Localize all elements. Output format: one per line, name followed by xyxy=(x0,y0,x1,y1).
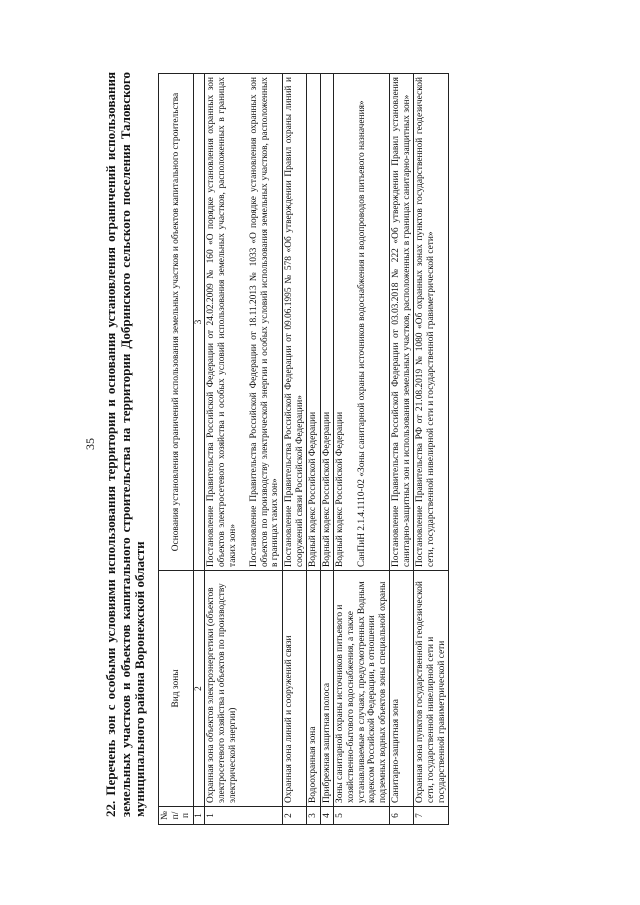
basis-cell xyxy=(282,74,306,571)
page-number: 35 xyxy=(83,438,97,450)
zone-type: Водоохранная зона xyxy=(307,571,321,807)
basis-cell xyxy=(307,74,321,571)
basis-cell xyxy=(320,74,334,571)
table-row xyxy=(390,74,414,825)
zone-type: Санитарно-защитная зона xyxy=(390,571,414,807)
zone-type: Охранная зона линий и сооружений связи xyxy=(282,571,306,807)
column-index: 3 xyxy=(193,74,205,571)
zone-type: Охранная зона пунктов государственной геодезической сети, государственной нивелирной сети и государственной гравиметрической сети xyxy=(414,571,449,807)
row-number: 2 xyxy=(282,807,306,825)
basis-document: СанПиН 2.1.4.1110-02 «Зоны санитарной охраны источников водоснабжения и водопроводов питьевого назначения» xyxy=(356,100,367,567)
basis-cell xyxy=(205,74,283,571)
zone-type: Охранная зона объектов электроэнергетики (объектов электросетевого хозяйства и объектов по производству электрической энергии) xyxy=(205,571,283,807)
header-zone: Вид зоны xyxy=(159,571,194,807)
table-row xyxy=(307,74,321,825)
basis-document: Постановление Правительства Российской Федерации от 24.02.2009 № 160 «О порядке установления охранных зон объектов электросетевого хозяйства и особых условий использования земельных участков, расположенных в границах таких зон» xyxy=(206,77,238,567)
table-row xyxy=(414,74,449,825)
basis-document: Постановление Правительства Российской Федерации от 09.06.1995 № 578 «Об утверждении Правил охраны линий и сооружений связи Российской Федерации» xyxy=(283,77,305,567)
basis-document: Постановление Правительства Российской Федерации от 18.11.2013 № 1033 «О порядке установления охранных зон объектов по производству электрической энергии и особых условий использования земельных участков, расположенных в границах таких зон» xyxy=(249,77,281,567)
header-basis: Основания установления ограничений использования земельных участков и объектов капитального строительства xyxy=(159,74,194,571)
row-number: 6 xyxy=(390,807,414,825)
basis-cell xyxy=(390,74,414,571)
table-row xyxy=(282,74,306,825)
table-row xyxy=(334,74,390,825)
basis-document: Водный кодекс Российской Федерации xyxy=(308,411,319,567)
column-index-row xyxy=(193,74,205,825)
column-index: 1 xyxy=(193,807,205,825)
basis-document: Постановление Правительства РФ от 21.08.2019 № 1080 «Об охранных зонах пунктов государственной геодезической сети, государственной нивелирной сети и государственной гравиметрической сети» xyxy=(415,77,437,567)
column-index: 2 xyxy=(193,571,205,807)
basis-cell xyxy=(334,74,390,571)
table-row xyxy=(205,74,283,825)
basis-document: Водный кодекс Российской Федерации xyxy=(335,411,346,567)
row-number: 7 xyxy=(414,807,449,825)
table-row xyxy=(320,74,334,825)
basis-document: Постановление Правительства Российской Федерации от 03.03.2018 № 222 «Об утверждении Правил установления санитарно-защитных зон и использования земельных участков, расположенных в границах санитарно-защитных зон» xyxy=(391,77,412,567)
table-header-row xyxy=(159,74,194,825)
section-heading: 22. Перечень зон с особыми условиями использования территории и основания установления ограничений использования земельных участков и объектов капитального строительства на территории Добринского сельского поселения Таловского муниципального района Воронежской области xyxy=(103,72,147,817)
basis-cell xyxy=(414,74,449,571)
rotated-content xyxy=(0,15,640,885)
zones-table xyxy=(158,73,449,825)
row-number: 5 xyxy=(334,807,390,825)
row-number: 3 xyxy=(307,807,321,825)
zone-type: Зоны санитарной охраны источников питьевого и хозяйственно-бытового водоснабжения, а также устанавливаемые в случаях, предусмотренных Водным кодексом Российской Федерации, в отношении подземных водных объектов зоны специальной охраны xyxy=(334,571,390,807)
basis-document: Водный кодекс Российской Федерации xyxy=(321,411,332,567)
row-number: 4 xyxy=(320,807,334,825)
zone-type: Прибрежная защитная полоса xyxy=(320,571,334,807)
header-num: № п/п xyxy=(159,807,194,825)
row-number: 1 xyxy=(205,807,283,825)
